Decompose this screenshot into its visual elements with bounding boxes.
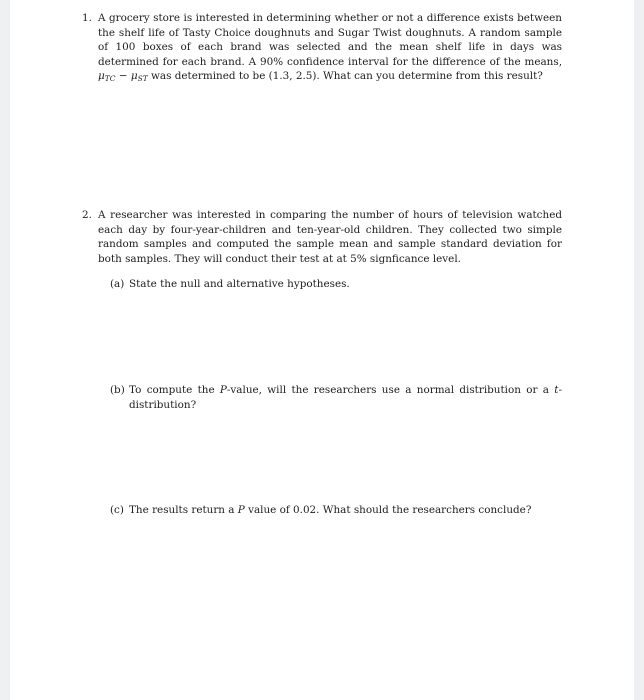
- part-b-text-end: -distribution?: [129, 384, 562, 411]
- problem-2-part-b: [110, 383, 562, 412]
- p-symbol: P: [219, 384, 227, 396]
- minus-sign: −: [115, 70, 131, 83]
- problem-2: [82, 208, 562, 266]
- problem-1: [82, 11, 562, 87]
- part-c-label: (c): [110, 504, 124, 516]
- problem-2-number: 2.: [82, 209, 92, 221]
- mu-st-subscript: ST: [137, 74, 148, 84]
- t-symbol: t: [554, 384, 559, 396]
- p-symbol-c: P: [237, 504, 245, 516]
- problem-1-text: A grocery store is interested in determining whether or not a difference exists between the shelf life of Tasty Choice doughnuts and Sugar Twist doughnuts. A random sample of 100 boxes of each brand was selected and the mean shelf life in days was determined for each brand. A 90% confidence interval for the difference of the means,: [98, 12, 562, 68]
- problem-1-number: 1.: [82, 12, 92, 24]
- problem-2-part-c: [110, 503, 562, 518]
- problem-1-text-end: was determined to be (1.3, 2.5). What can you determine from this result?: [147, 70, 543, 83]
- part-b-label: (b): [110, 384, 125, 396]
- mu-tc-subscript: TC: [104, 74, 116, 84]
- part-c-text-end: value of 0.02. What should the researchers conclude?: [244, 504, 532, 516]
- part-b-text: To compute the: [129, 384, 220, 396]
- mu-tc-symbol: μ: [98, 70, 105, 83]
- problem-2-part-a: [110, 277, 562, 292]
- part-b-text-middle: -value, will the researchers use a normal distribution or a: [226, 384, 555, 396]
- document-page: [10, 0, 634, 700]
- part-a-text: State the null and alternative hypotheses.: [129, 278, 350, 290]
- mu-st-symbol: μ: [130, 70, 138, 83]
- part-c-text: The results return a: [129, 504, 238, 516]
- problem-2-text: A researcher was interested in comparing the number of hours of television watched each day by four-year-children and ten-year-old children. They collected two simple random samples and computed the sample mean and sample standard deviation for both samples. They will conduct their test at at 5% signficance level.: [98, 209, 562, 265]
- part-a-label: (a): [110, 278, 125, 290]
